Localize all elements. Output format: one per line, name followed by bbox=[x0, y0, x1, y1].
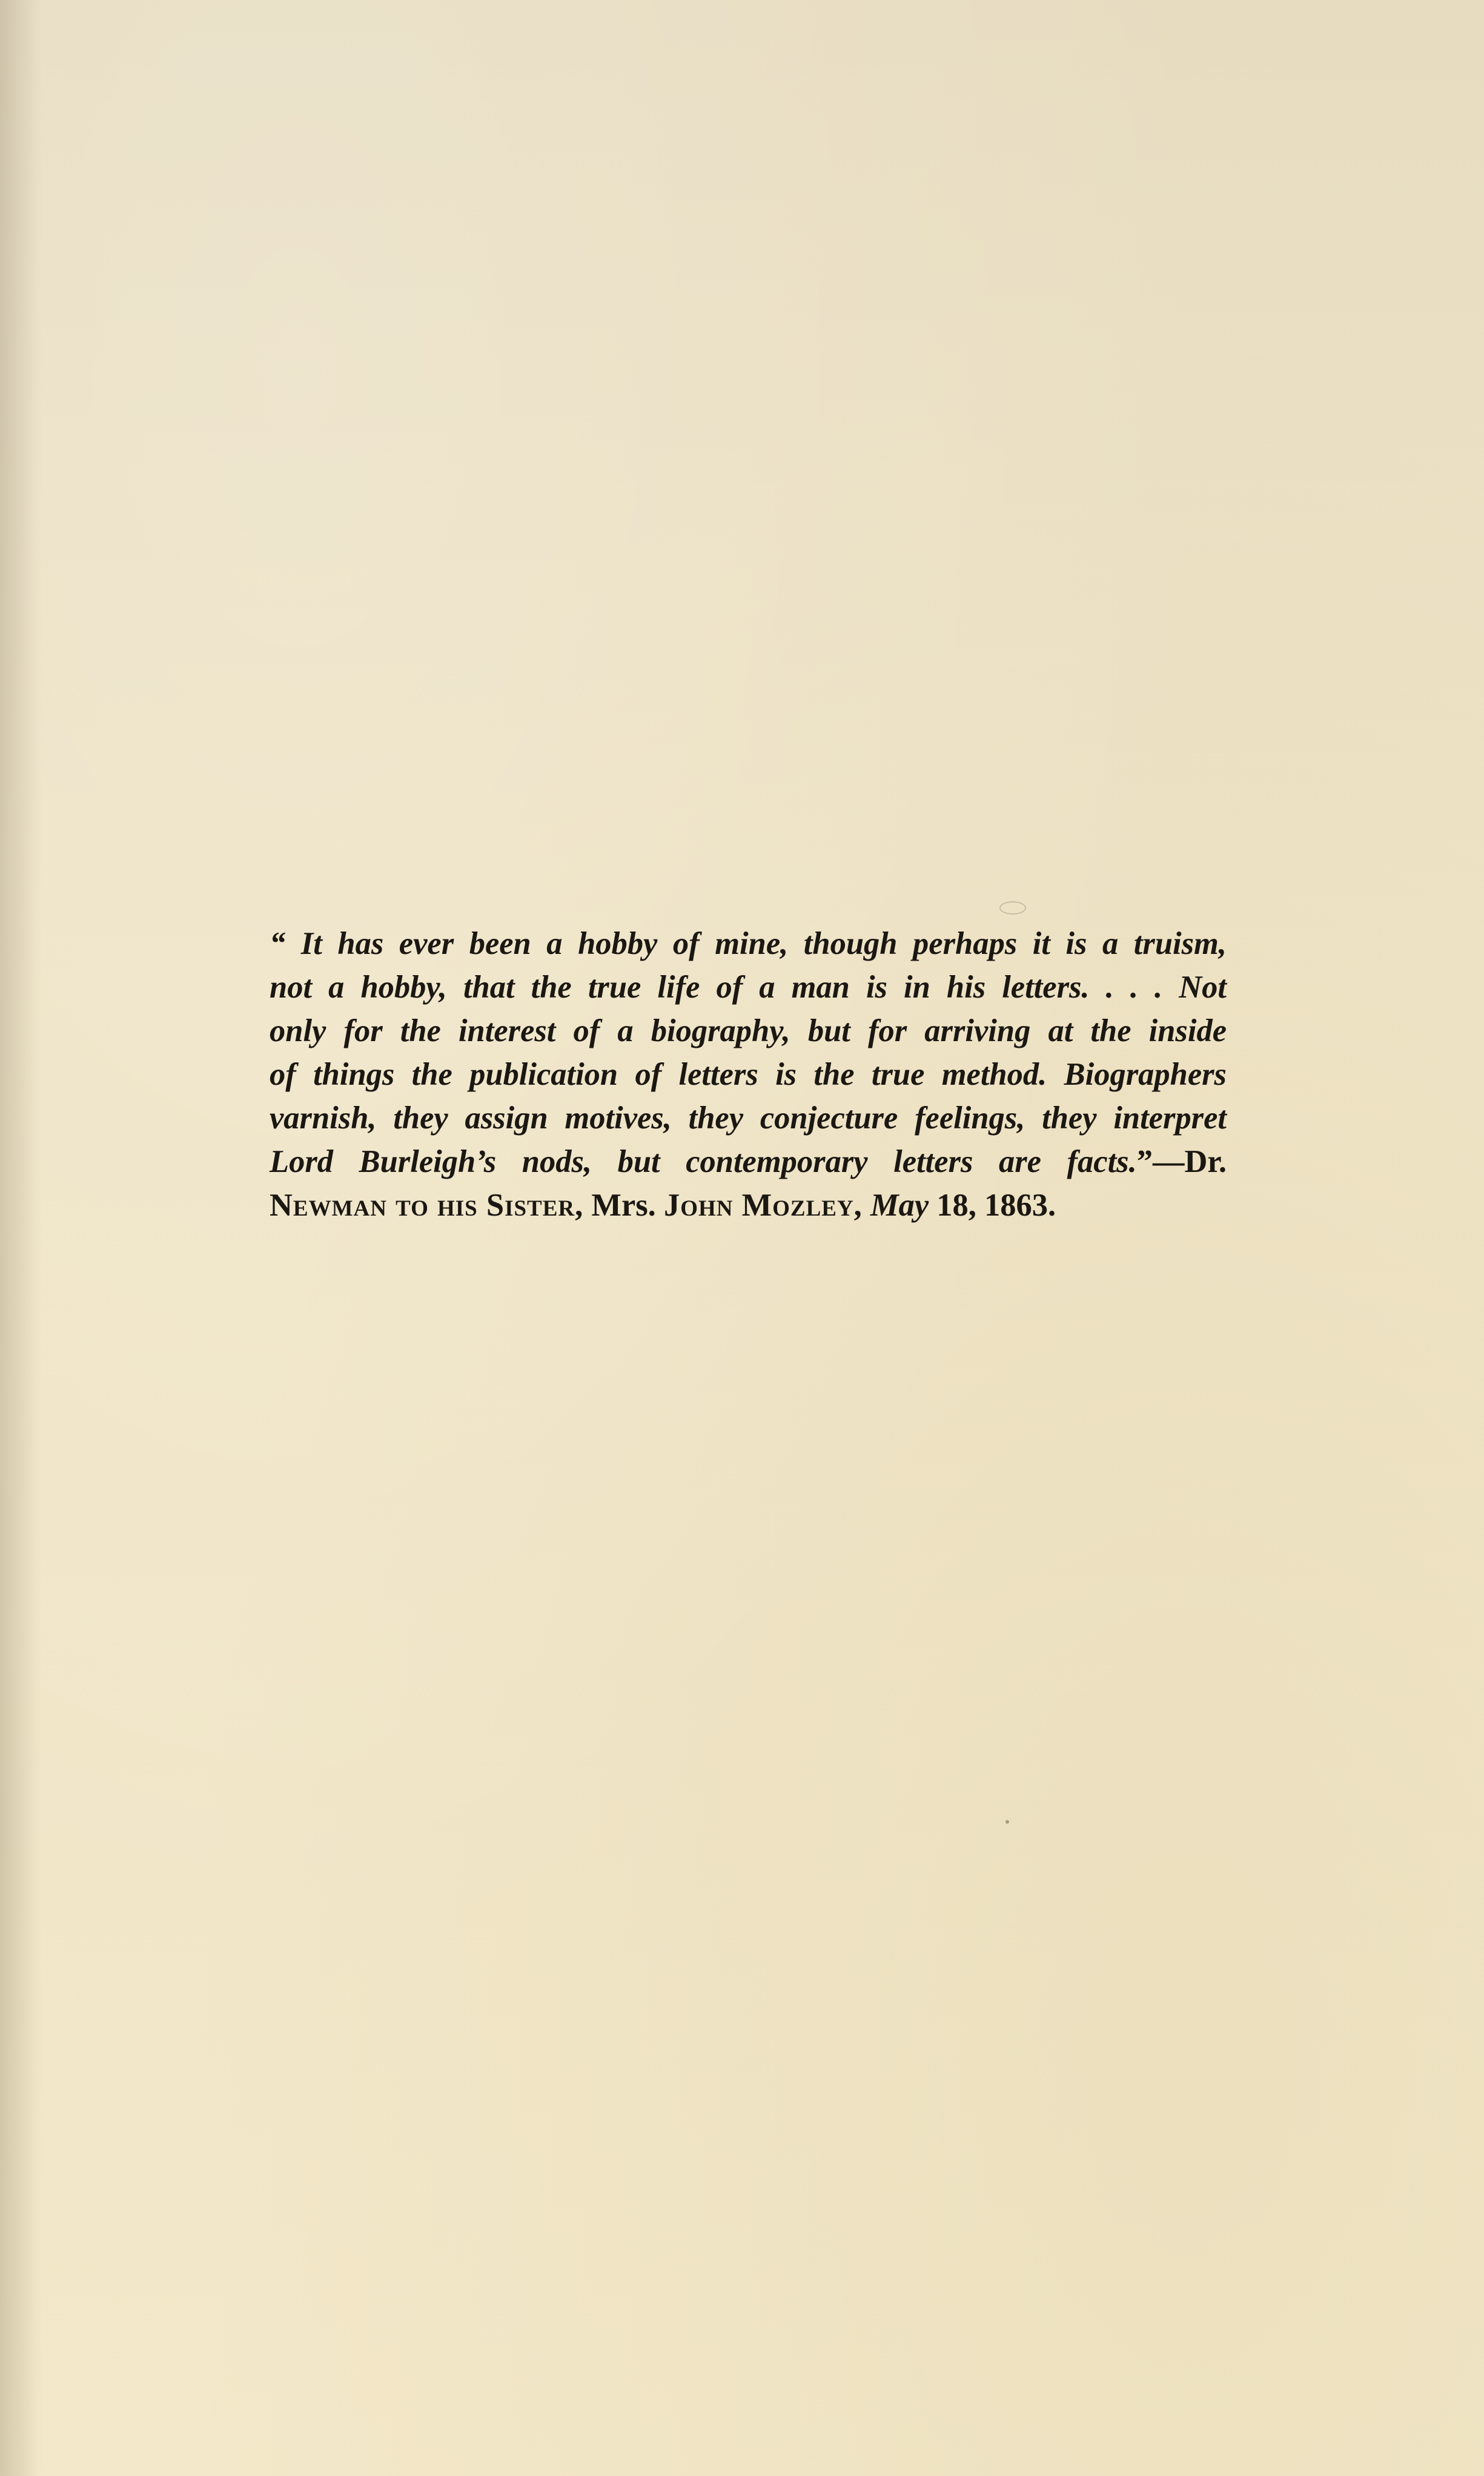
quote-line-6 bbox=[270, 1140, 1227, 1183]
attribution-month: May bbox=[870, 1188, 929, 1223]
quote-line-2: not a hobby, that the true life of a man is in his letters. . . . Not bbox=[270, 970, 1227, 1005]
paper-mark bbox=[999, 901, 1026, 915]
quote-line-3: only for the interest of a biography, but for arriving at the inside bbox=[270, 1013, 1227, 1048]
quote-line-6-text: Lord Burleigh’s nods, but contemporary letters are facts. bbox=[270, 1144, 1137, 1179]
attribution-author: Newman to his Sister, bbox=[270, 1188, 584, 1223]
quote-closing-attribution-start: ”—Dr. bbox=[1136, 1144, 1227, 1179]
quote-line-1: “ It has ever been a hobby of mine, though perhaps it is a truism, bbox=[270, 926, 1227, 961]
quote-line-5: varnish, they assign motives, they conjecture feelings, they interpret bbox=[270, 1101, 1227, 1136]
attribution-date: 18, 1863. bbox=[936, 1188, 1056, 1223]
epigraph-quote bbox=[270, 922, 1227, 1227]
attribution-recipient: John Mozley, bbox=[663, 1188, 863, 1223]
quote-line-4: of things the publication of letters is the true method. Biographers bbox=[270, 1057, 1227, 1092]
attribution-line bbox=[270, 1183, 1227, 1227]
attribution-title: Mrs. bbox=[591, 1188, 656, 1223]
page-edge-shadow bbox=[0, 0, 42, 2476]
paper-fleck bbox=[1005, 1820, 1009, 1824]
